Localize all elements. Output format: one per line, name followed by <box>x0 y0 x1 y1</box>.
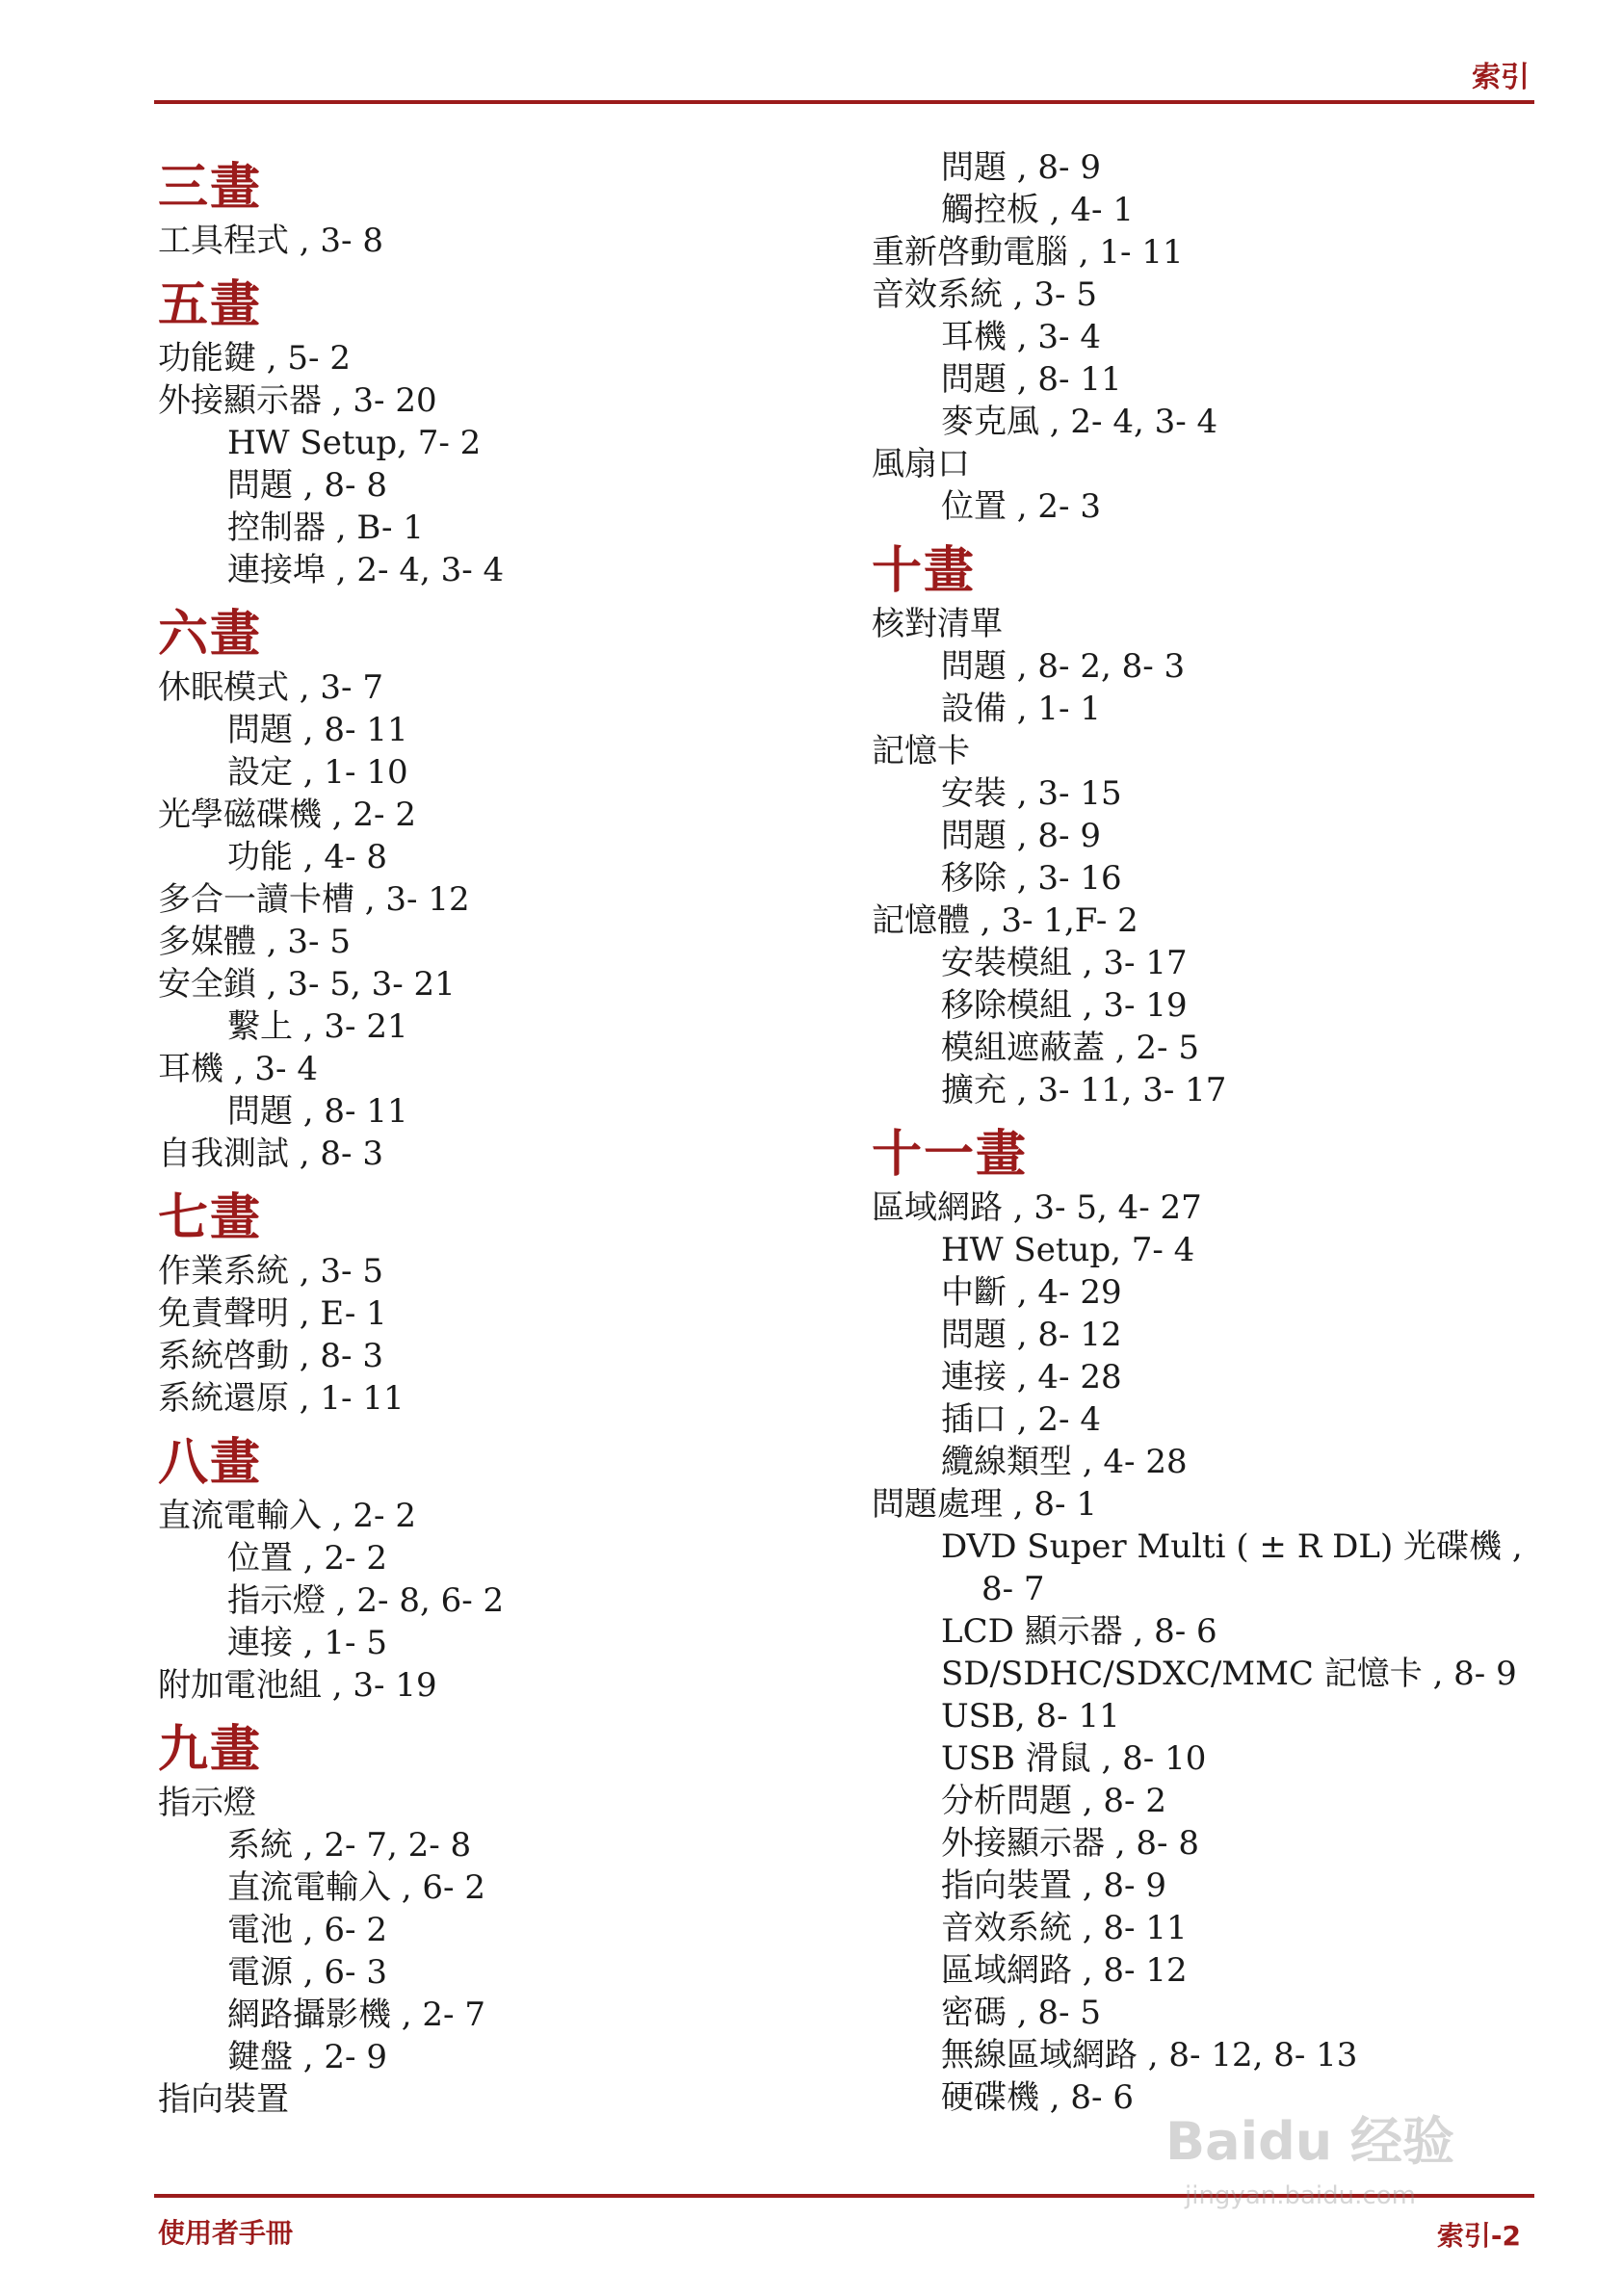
footer-manual-title: 使用者手冊 <box>158 2217 294 2249</box>
index-entry: 外接顯示器 , 3- 20 <box>158 381 437 420</box>
index-subentry: 問題 , 8- 9 <box>941 148 1101 187</box>
section-heading: 十一畫 <box>872 1126 1029 1184</box>
index-entry: 音效系統 , 3- 5 <box>872 275 1097 314</box>
index-subentry: 連接 , 1- 5 <box>227 1624 387 1662</box>
index-subentry: 模組遮蔽蓋 , 2- 5 <box>941 1029 1199 1067</box>
index-entry: 系統還原 , 1- 11 <box>158 1379 405 1418</box>
index-subentry: 耳機 , 3- 4 <box>941 318 1101 356</box>
index-subentry: 密碼 , 8- 5 <box>941 1994 1101 2032</box>
index-subentry: 問題 , 8- 8 <box>227 466 387 505</box>
index-subentry: 設定 , 1- 10 <box>227 753 408 792</box>
section-heading: 三畫 <box>158 159 263 217</box>
index-entry: 安全鎖 , 3- 5, 3- 21 <box>158 965 456 1004</box>
index-entry: 作業系統 , 3- 5 <box>158 1252 383 1291</box>
index-entry: 工具程式 , 3- 8 <box>158 222 383 260</box>
index-subentry: 音效系統 , 8- 11 <box>941 1909 1188 1947</box>
index-subentry: 直流電輸入 , 6- 2 <box>227 1868 485 1907</box>
index-subentry: DVD Super Multi ( ± R DL) 光碟機 , <box>941 1527 1523 1566</box>
index-entry: 系統啓動 , 8- 3 <box>158 1337 383 1375</box>
index-subentry: 插口 , 2- 4 <box>941 1400 1101 1439</box>
index-subentry: 位置 , 2- 3 <box>941 487 1101 526</box>
index-entry: 多媒體 , 3- 5 <box>158 923 351 961</box>
index-subentry: 分析問題 , 8- 2 <box>941 1782 1166 1820</box>
index-section <box>872 543 1546 1111</box>
index-subentry: 區域網路 , 8- 12 <box>941 1951 1188 1990</box>
index-subentry: LCD 顯示器 , 8- 6 <box>941 1612 1217 1651</box>
index-section <box>872 1127 1546 2119</box>
index-entry: 記憶體 , 3- 1,F- 2 <box>872 901 1138 940</box>
watermark-sub: jingyan.baidu.com <box>1185 2181 1416 2210</box>
index-subentry: 移除 , 3- 16 <box>941 859 1122 898</box>
index-subentry: 設備 , 1- 1 <box>941 690 1101 728</box>
index-subentry: 功能 , 4- 8 <box>227 838 387 876</box>
section-heading: 六畫 <box>158 606 263 664</box>
index-entry: 區域網路 , 3- 5, 4- 27 <box>872 1188 1202 1227</box>
index-subentry: 移除模組 , 3- 19 <box>941 986 1188 1025</box>
index-subentry: 安裝 , 3- 15 <box>941 774 1122 813</box>
index-subentry: 問題 , 8- 11 <box>227 1092 408 1131</box>
index-subentry: HW Setup, 7- 2 <box>227 424 482 462</box>
watermark-text: Baidu 经验 <box>1165 2111 1455 2172</box>
section-heading: 五畫 <box>158 276 263 334</box>
index-subentry: 連接埠 , 2- 4, 3- 4 <box>227 551 505 589</box>
index-subentry: 問題 , 8- 9 <box>941 817 1101 855</box>
index-section <box>158 277 832 591</box>
footer-page-number: 索引-2 <box>1436 2220 1521 2252</box>
index-entry: 風扇口 <box>872 445 970 483</box>
continued-entries <box>872 146 1546 528</box>
index-subentry: 問題 , 8- 2, 8- 3 <box>941 647 1186 686</box>
section-heading: 七畫 <box>158 1189 263 1247</box>
index-subentry: HW Setup, 7- 4 <box>941 1231 1195 1269</box>
index-subentry: 指向裝置 , 8- 9 <box>941 1866 1166 1905</box>
index-entry: 光學磁碟機 , 2- 2 <box>158 796 416 834</box>
index-entry: 指向裝置 <box>158 2080 289 2119</box>
index-entry: 重新啓動電腦 , 1- 11 <box>872 233 1184 272</box>
index-subentry: 網路攝影機 , 2- 7 <box>227 1996 485 2034</box>
section-heading: 八畫 <box>158 1434 263 1492</box>
index-subentry: 電池 , 6- 2 <box>227 1911 387 1949</box>
index-subentry: 安裝模組 , 3- 17 <box>941 944 1188 982</box>
index-section <box>158 607 832 1175</box>
index-subentry: 問題 , 8- 11 <box>227 711 408 749</box>
baidu-watermark-logo <box>1156 2100 1522 2215</box>
index-section <box>158 1722 832 2121</box>
index-entry: 多合一讀卡槽 , 3- 12 <box>158 880 470 919</box>
index-subentry: 指示燈 , 2- 8, 6- 2 <box>227 1581 505 1620</box>
index-section <box>158 1190 832 1420</box>
page-header-title: 索引 <box>1472 61 1530 94</box>
index-entry: 功能鍵 , 5- 2 <box>158 339 351 378</box>
index-subentry: 電源 , 6- 3 <box>227 1953 387 1992</box>
index-subentry: SD/SDHC/SDXC/MMC 記憶卡 , 8- 9 <box>941 1655 1517 1693</box>
index-section <box>158 160 832 262</box>
index-entry: 耳機 , 3- 4 <box>158 1050 318 1088</box>
index-subentry: 觸控板 , 4- 1 <box>941 191 1134 229</box>
index-subentry: 連接 , 4- 28 <box>941 1358 1122 1396</box>
section-heading: 十畫 <box>872 542 977 600</box>
index-entry: 直流電輸入 , 2- 2 <box>158 1497 416 1535</box>
index-entry: 核對清單 <box>872 605 1003 643</box>
index-subentry: 8- 7 <box>981 1570 1045 1608</box>
index-subentry: USB 滑鼠 , 8- 10 <box>941 1739 1207 1778</box>
index-entry: 附加電池組 , 3- 19 <box>158 1666 437 1705</box>
index-subentry: 纜線類型 , 4- 28 <box>941 1443 1188 1481</box>
index-subentry: 問題 , 8- 11 <box>941 360 1122 399</box>
index-subentry: 外接顯示器 , 8- 8 <box>941 1824 1199 1863</box>
index-subentry: 位置 , 2- 2 <box>227 1539 387 1578</box>
index-subentry: 問題 , 8- 12 <box>941 1316 1122 1354</box>
header-rule <box>154 100 1534 104</box>
index-subentry: 繫上 , 3- 21 <box>227 1007 408 1046</box>
index-column-left <box>158 144 832 2121</box>
index-subentry: 無線區域網路 , 8- 12, 8- 13 <box>941 2036 1358 2074</box>
index-entry: 休眠模式 , 3- 7 <box>158 668 383 707</box>
index-subentry: 控制器 , B- 1 <box>227 509 424 547</box>
index-subentry: 鍵盤 , 2- 9 <box>227 2038 387 2076</box>
index-subentry: 硬碟機 , 8- 6 <box>941 2078 1134 2117</box>
index-column-right <box>872 144 1546 2119</box>
index-subentry: 中斷 , 4- 29 <box>941 1273 1122 1312</box>
index-entry: 記憶卡 <box>872 732 970 770</box>
section-heading: 九畫 <box>158 1721 263 1779</box>
index-subentry: USB, 8- 11 <box>941 1697 1120 1735</box>
index-entry: 自我測試 , 8- 3 <box>158 1135 383 1173</box>
index-subentry: 系統 , 2- 7, 2- 8 <box>227 1826 472 1865</box>
index-entry: 免責聲明 , E- 1 <box>158 1294 387 1333</box>
index-entry: 指示燈 <box>158 1784 256 1822</box>
index-subentry: 擴充 , 3- 11, 3- 17 <box>941 1071 1227 1109</box>
index-subentry: 麥克風 , 2- 4, 3- 4 <box>941 403 1218 441</box>
index-section <box>158 1435 832 1707</box>
index-entry: 問題處理 , 8- 1 <box>872 1485 1097 1524</box>
